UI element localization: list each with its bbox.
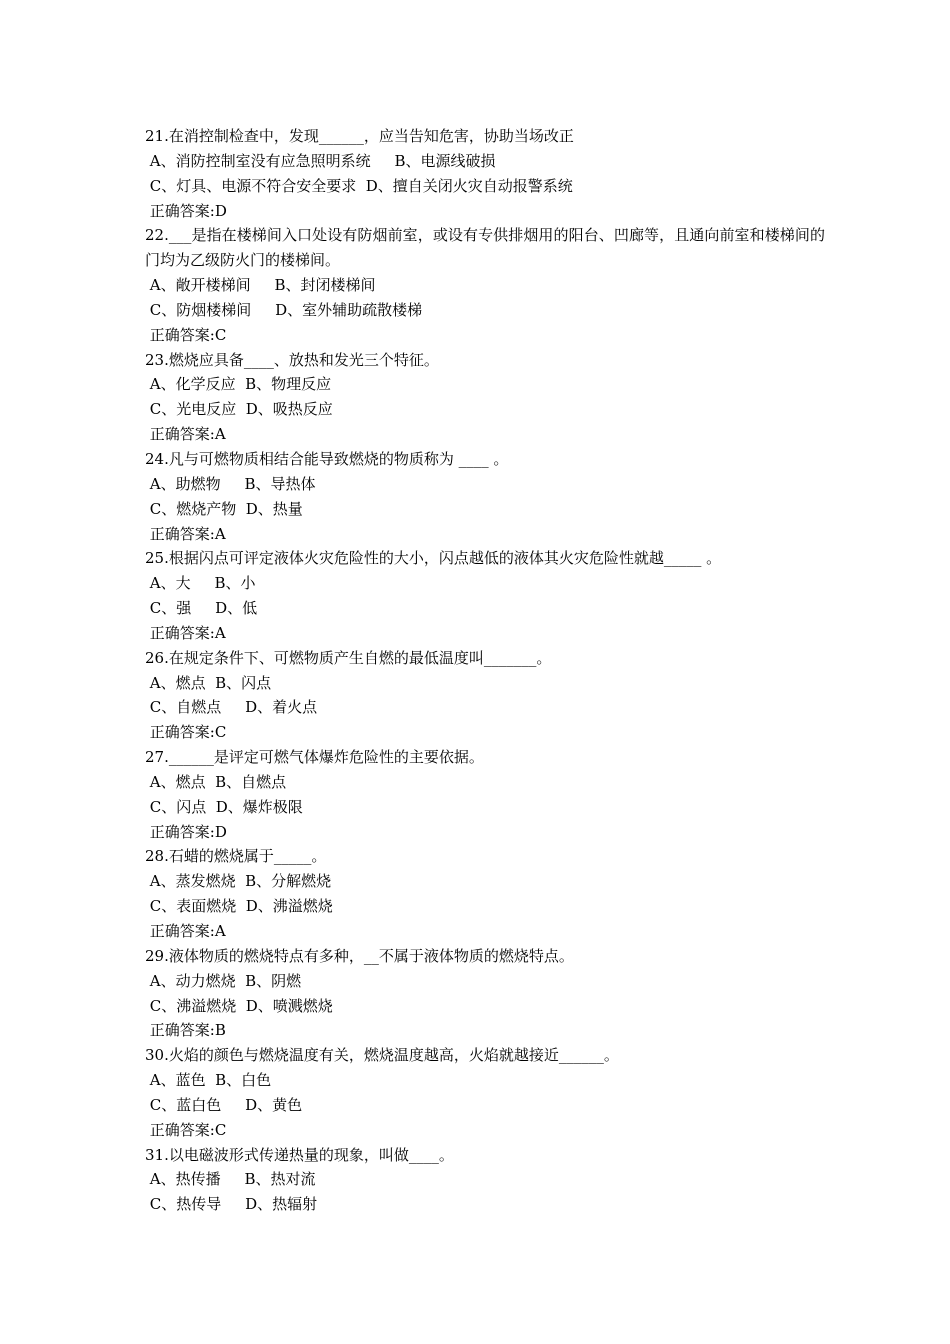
option-line-cd: C、热传导 D、热辐射 — [145, 1195, 318, 1214]
question-26 — [145, 646, 825, 745]
answer-line: 正确答案:C — [145, 325, 227, 344]
question-text: 21.在消控制检查中，发现______，应当告知危害，协助当场改正 — [145, 127, 574, 145]
question-text: 30.火焰的颜色与燃烧温度有关，燃烧温度越高，火焰就越接近______。 — [145, 1046, 619, 1065]
question-30 — [145, 1043, 825, 1142]
question-29 — [145, 944, 825, 1043]
answer-line: 正确答案:A — [145, 425, 226, 444]
question-25 — [145, 546, 825, 645]
option-line-cd: C、蓝白色 D、黄色 — [145, 1095, 303, 1114]
answer-line: 正确答案:A — [145, 524, 226, 543]
option-line-cd: C、强 D、低 — [145, 599, 258, 618]
question-text: 25.根据闪点可评定液体火灾危险性的大小，闪点越低的液体其火灾危险性就越_____ 。 — [145, 549, 722, 568]
question-24 — [145, 447, 825, 546]
option-line-cd: C、沸溢燃烧 D、喷溅燃烧 — [145, 996, 333, 1015]
question-text: 27.______是评定可燃气体爆炸危险性的主要依据。 — [145, 748, 484, 767]
answer-line: 正确答案:A — [145, 623, 226, 642]
question-text: 28.石蜡的燃烧属于_____。 — [145, 847, 327, 866]
question-text: 31.以电磁波形式传递热量的现象，叫做____。 — [145, 1145, 454, 1164]
answer-line: 正确答案:D — [145, 822, 227, 841]
option-line-cd: C、光电反应 D、吸热反应 — [145, 400, 333, 419]
option-line-ab: A、消防控制室没有应急照明系统 B、电源线破损 — [145, 151, 496, 170]
option-line-ab: A、助燃物 B、导热体 — [145, 474, 316, 493]
option-line-ab: A、敞开楼梯间 B、封闭楼梯间 — [145, 276, 376, 295]
option-line-ab: A、蒸发燃烧 B、分解燃烧 — [145, 872, 332, 891]
answer-line: 正确答案:C — [145, 1120, 227, 1139]
option-line-ab: A、蓝色 B、白色 — [145, 1071, 272, 1090]
question-31 — [145, 1143, 825, 1218]
answer-line: 正确答案:A — [145, 922, 226, 940]
option-line-cd: C、自燃点 D、着火点 — [145, 698, 318, 717]
option-line-cd: C、灯具、电源不符合安全要求 D、擅自关闭火灾自动报警系统 — [145, 176, 573, 195]
question-text: 23.燃烧应具备____、放热和发光三个特征。 — [145, 350, 439, 369]
option-line-ab: A、化学反应 B、物理反应 — [145, 375, 332, 394]
question-21 — [145, 124, 825, 223]
question-23 — [145, 348, 825, 447]
option-line-ab: A、大 B、小 — [145, 574, 256, 593]
answer-line: 正确答案:B — [145, 1021, 226, 1040]
option-line-cd: C、表面燃烧 D、沸溢燃烧 — [145, 897, 333, 916]
option-line-ab: A、热传播 B、热对流 — [145, 1170, 316, 1189]
option-line-cd: C、闪点 D、爆炸极限 — [145, 797, 303, 816]
question-list — [145, 124, 825, 1217]
option-line-ab: A、燃点 B、闪点 — [145, 673, 272, 692]
option-line-ab: A、动力燃烧 B、阴燃 — [145, 971, 302, 990]
question-text: 22.___是指在楼梯间入口处设有防烟前室，或设有专供排烟用的阳台、凹廊等，且通向前室和楼梯间的门均为乙级防火门的楼梯间。 — [145, 226, 825, 270]
answer-line: 正确答案:C — [145, 723, 227, 742]
option-line-ab: A、燃点 B、自燃点 — [145, 772, 287, 791]
question-22 — [145, 223, 825, 347]
question-text: 24.凡与可燃物质相结合能导致燃烧的物质称为 ____ 。 — [145, 449, 509, 468]
answer-line: 正确答案:D — [145, 201, 227, 220]
question-text: 29.液体物质的燃烧特点有多种，__不属于液体物质的燃烧特点。 — [145, 946, 574, 965]
option-line-cd: C、燃烧产物 D、热量 — [145, 499, 303, 518]
option-line-cd: C、防烟楼梯间 D、室外辅助疏散楼梯 — [145, 300, 423, 319]
question-text: 26.在规定条件下、可燃物质产生自燃的最低温度叫_______。 — [145, 648, 552, 667]
question-27 — [145, 745, 825, 844]
question-28 — [145, 844, 825, 943]
